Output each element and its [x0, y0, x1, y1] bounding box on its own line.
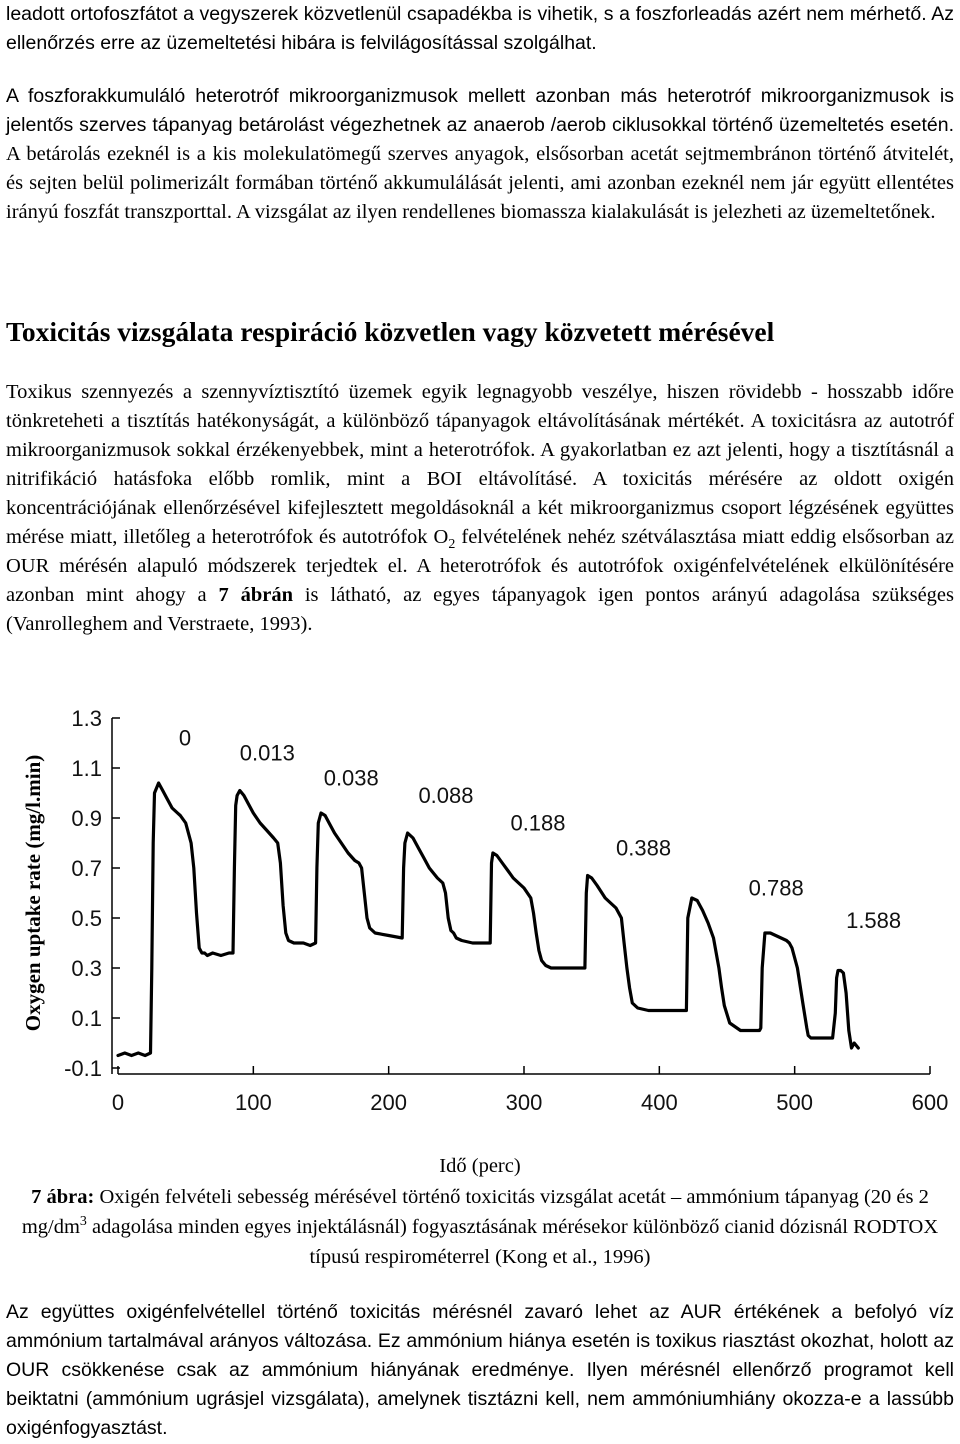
oxygen-uptake-chart [0, 700, 960, 1150]
figure-caption [10, 1182, 950, 1272]
x-tick-label: 200 [370, 1090, 408, 1115]
paragraph-top-line2: nem mérhető. Az ellenőrzés erre az üzemeltetési hibára is felvilágosítással szolgálhat. [6, 3, 954, 54]
paragraph-toxicity-text-2: felvételének nehéz szétválasztása miatt eddig elsősorban az OUR mérésén alapuló módszerek terjedtek el. A heterotrófok és autotrófok oxigénfelvételének elkülönítésére azonban mint ahogy a [6, 526, 955, 606]
paragraph-phosphorus-part1: A foszforakkumuláló heterotróf mikroorganizmusok mellett azonban más heterotróf mikroorganizmusok is jelentős szerves tápanyag betárolást végezhetnek az anaerob /aerob ciklusokkal történő üzemeltetés esetén. [6, 85, 954, 136]
section-heading: Toxicitás vizsgálata respiráció közvetlen vagy közvetett mérésével [6, 316, 775, 347]
peak-label: 0.088 [418, 783, 474, 808]
o2-subscript: 2 [448, 537, 456, 553]
y-axis-label: Oxygen uptake rate (mg/l.min) [21, 754, 45, 1032]
figure-caption-label: 7 ábra: [31, 1186, 95, 1208]
figure-reference: 7 ábrán [218, 584, 293, 606]
x-tick-label: 300 [505, 1090, 543, 1115]
y-tick-label: 0.9 [71, 806, 102, 831]
peak-label: 0 [178, 725, 192, 751]
peak-label: 0.388 [616, 835, 672, 861]
y-tick-label: 0.5 [71, 906, 102, 931]
paragraph-top-line1: leadott ortofoszfátot a vegyszerek közvetlenül csapadékba is vihetik, s a foszforleadás azért [6, 3, 801, 25]
figure-caption-superscript: 3 [79, 1214, 87, 1230]
paragraph-toxicity-text: Toxikus szennyezés a szennyvíztisztító üzemek egyik legnagyobb veszélye, hiszen rövidebb - hosszabb időre tönkreteheti a tisztítás hatékonyságát, a különböző tápanyagok eltávolításának mértékét. A toxicitásra az autotróf mikroorganizmusok sokkal érzékenyebbek, mint a heterotrófok. A gyakorlatban ez azt jelenti, hogy a tisztításnál a nitrifikáció hatásfoka előbb romlik, mint a BOI eltávolításé. A toxicitás mérésére az oldott oxigén koncentrációjának ellenőrzésével kifejlesztett megoldásoknál a két mikroorganizmus csoport légzésének együttes mérése miatt, illetőleg a heterotrófok és autotrófok O [6, 381, 954, 548]
chart-svg [0, 700, 960, 1150]
paragraph-phosphorus [6, 82, 954, 227]
x-tick-label: 100 [234, 1090, 272, 1115]
y-tick-label: 0.1 [71, 1006, 102, 1031]
y-tick-label: 0.3 [71, 956, 102, 981]
paragraph-ammonium: Az együttes oxigénfelvétellel történő toxicitás mérésnél zavaró lehet az AUR értékének a befolyó víz ammónium tartalmával arányos változása. Ez ammónium hiánya esetén is toxikus riasztást okozhat, holott az OUR csökkenése csak az ammónium hiányának eredménye. Ilyen mérésnél ellenőrző programot kell beiktatni (ammónium ugrásjel vizsgálata), amelynek tisztázni kell, nem ammóniumhiány okozza-e a lassúbb oxigénfogyasztást. [6, 1301, 954, 1439]
x-tick-label: 600 [911, 1090, 949, 1115]
peak-label: 0.013 [239, 740, 295, 766]
peak-label: 0.788 [748, 875, 804, 901]
paragraph-toxicity [6, 378, 954, 639]
peak-label: 0.188 [510, 810, 566, 836]
paragraph-toxicity-text-3: is látható, az egyes tápanyagok igen pontos arányú adagolása szükséges (Vanrolleghem and Verstraete, 1993). [6, 584, 954, 635]
y-tick-label: -0.1 [64, 1056, 102, 1081]
peak-label: 1.588 [846, 908, 902, 933]
y-tick-label: 1.3 [71, 706, 102, 731]
x-axis-title: Idő (perc) [439, 1155, 521, 1177]
figure-caption-text-1: Oxigén felvételi sebesség mérésével történő toxicitás vizsgálat acetát – ammónium tápanyag (20 és 2 mg/dm [21, 1186, 929, 1238]
paragraph-phosphorus-part2: A betárolás ezeknél is a kis molekulatömegű szerves anyagok, elsősorban acetát sejtmembránon történő átvitelét, és sejten belül polimerizált formában történő akkumulálását jelenti, ami azonban ezeknél nem jár együtt ellentétes irányú foszfát transzporttal. A vizsgálat az ilyen rendellenes biomassza kialakulását is jelezheti az üzemeltetőnek. [6, 143, 954, 223]
paragraph-top [6, 0, 954, 58]
y-tick-label: 1.1 [71, 756, 102, 781]
x-tick-label: 500 [776, 1090, 814, 1115]
y-tick-label: 0.7 [71, 856, 102, 881]
series-line-0 [118, 783, 858, 1056]
x-tick-label: 400 [640, 1090, 678, 1115]
figure-caption-text-2: adagolása minden egyes injektálásnál) fogyasztásának mérésekor különböző cianid dózisnál RODTOX típusú respirométerrel (Kong et al., 1996) [86, 1216, 939, 1268]
x-tick-label: 0 [111, 1090, 125, 1115]
peak-label: 0.038 [323, 765, 379, 791]
